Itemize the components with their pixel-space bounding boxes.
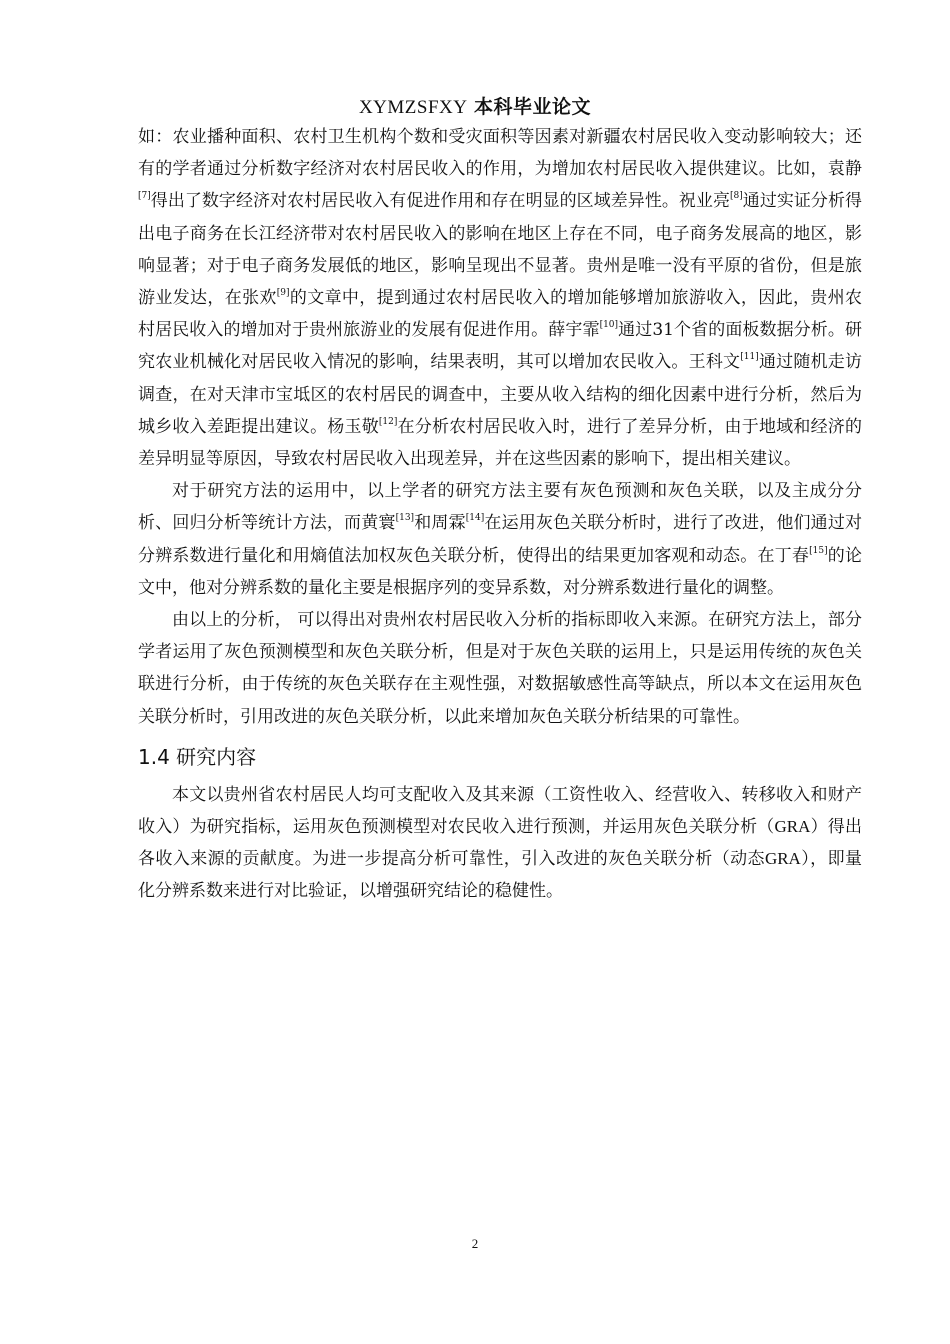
text-run: 的文章中，提到通过农村居民收入的增加能够增加旅游收入，因此，贵州农村居民收入的增加对于贵州旅游业的发展有促进作用。薛宇霏 xyxy=(138,288,862,341)
citation-ref: [9] xyxy=(276,288,290,299)
citation-ref: [7] xyxy=(138,191,151,202)
citation-ref: [11] xyxy=(740,352,759,363)
citation-ref: [8] xyxy=(730,191,743,202)
paragraph-analysis-summary xyxy=(138,604,862,733)
text-run: 通过31个省的面板数据分析。研究农业机械化对居民收入情况的影响，结果表明，其可以增加农民收入。王科文 xyxy=(138,320,863,373)
text-run: 得出了数字经济对农村居民收入有促进作用和存在明显的区域差异性。祝业亮 xyxy=(150,191,730,212)
citation-ref: [13] xyxy=(395,513,415,524)
text-run: 本文以贵州省农村居民人均可支配收入及其来源（工资性收入、经营收入、转移收入和财产收入）为研究指标，运用灰色预测模型对农民收入进行预测，并运用灰色关联分析（ xyxy=(138,784,862,838)
section-heading-research-content: 1.4 研究内容 xyxy=(138,744,257,769)
citation-ref: [12] xyxy=(378,416,398,427)
text-run: 如：农业播种面积、农村卫生机构个数和受灾面积等因素对新疆农村居民收入变动影响较大；还有的学者通过分析数字经济对农村居民收入的作用，为增加农村居民收入提供建议。比如，袁静 xyxy=(138,127,862,180)
paragraph-literature-review xyxy=(138,121,862,475)
text-run: 的论文中，他对分辨系数的量化主要是根据序列的变异系数，对分辨系数进行量化的调整。 xyxy=(138,545,863,598)
citation-ref: [14] xyxy=(465,513,485,524)
text-run: 在运用灰色关联分析时，进行了改进，他们通过对分辨系数进行量化和用熵值法加权灰色关联分析，使得出的结果更加客观和动态。在丁春 xyxy=(138,513,863,566)
text-run: 由以上的分析， 可以得出对贵州农村居民收入分析的指标即收入来源。在研究方法上，部分学者运用了灰色预测模型和灰色关联分析，但是对于灰色关联的运用上，只是运用传统的灰色关联进行分析，由于传统的灰色关联存在主观性强，对数据敏感性高等缺点，所以本文在运用灰色关联分析时，引用改进的灰色关联分析，以此来增加灰色关联分析结果的可靠性。 xyxy=(138,610,862,727)
running-header-latin: XYMZSFXY xyxy=(358,97,468,118)
abbreviation: GRA xyxy=(774,817,811,837)
body-text xyxy=(138,121,862,908)
text-run: 通过随机走访调查，在对天津市宝坻区的农村居民的调查中，主要从收入结构的细化因素中进行分析，然后为城乡收入差距提出建议。杨玉敬 xyxy=(138,352,863,437)
citation-ref: [10] xyxy=(599,320,619,331)
running-header xyxy=(0,92,950,119)
text-run: 在分析农村居民收入时，进行了差异分析，由于地域和经济的差异明显等原因，导致农村居民收入出现差异，并在这些因素的影响下，提出相关建议。 xyxy=(138,416,863,470)
citation-ref: [15] xyxy=(809,545,828,556)
text-run: ）得出各收入来源的贡献度。为进一步提高分析可靠性，引入改进的灰色关联分析（动态 xyxy=(138,817,863,870)
paragraph-research-methods xyxy=(138,475,862,604)
text-run: 和周霖 xyxy=(414,513,466,534)
page-number: 2 xyxy=(471,1236,479,1251)
running-header-title: 本科毕业论文 xyxy=(474,96,592,118)
text-run: ），即量化分辨系数来进行对比验证，以增强研究结论的稳健性。 xyxy=(138,849,863,902)
text-run: 通过实证分析得出电子商务在长江经济带对农村居民收入的影响在地区上存在不同，电子商务发展高的地区，影响显著；对于电子商务发展低的地区，影响呈现出不显著。贵州是唯一没有平原的省份，但是旅游业发达，在张欢 xyxy=(138,191,862,309)
text-run: 对于研究方法的运用中，以上学者的研究方法主要有灰色预测和灰色关联，以及主成分分析、回归分析等统计方法，而黄寰 xyxy=(138,481,862,534)
paragraph-research-content xyxy=(138,779,862,908)
abbreviation: GRA xyxy=(764,849,801,869)
